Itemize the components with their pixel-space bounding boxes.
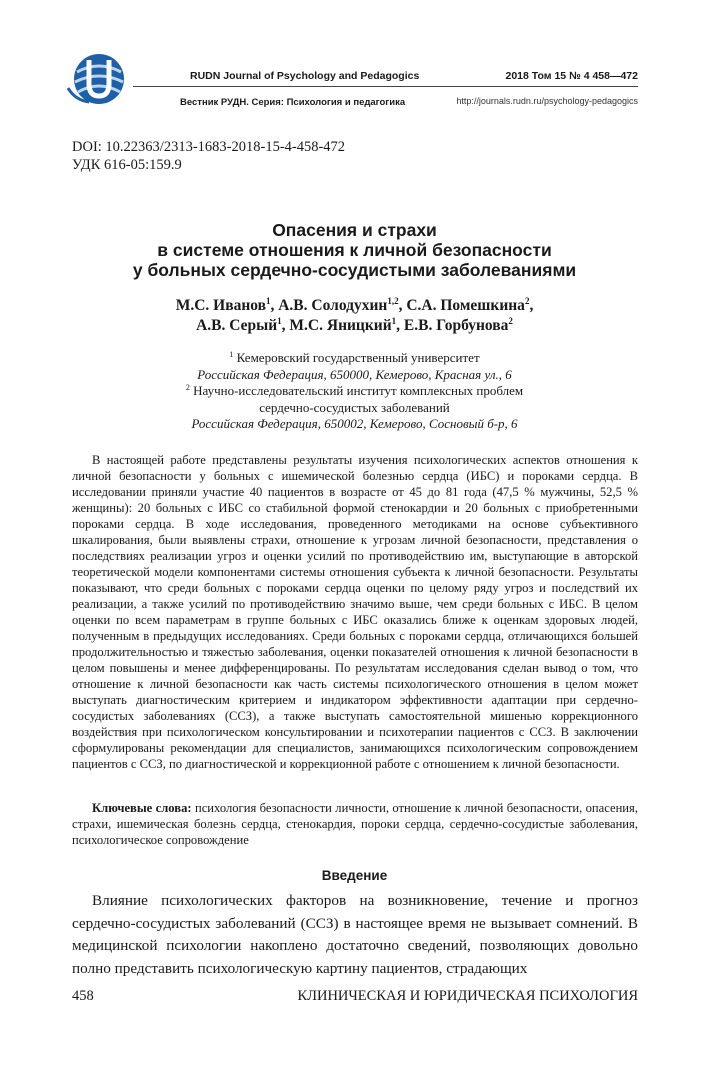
author-affiliation-mark: 2 <box>524 296 530 306</box>
journal-url-link[interactable]: http://journals.rudn.ru/psychology-pedagogics <box>456 96 638 106</box>
author-affiliation-mark: 1 <box>391 316 397 326</box>
author-list <box>0 296 709 336</box>
author-affiliation-mark: 1 <box>265 296 271 306</box>
abstract: В настоящей работе представлены результаты изучения психологических аспектов отношения к личной безопасности у больных с ишемической болезнью сердца (ИБС) и пороками сердца. В исследовании приняли участие 40 пациентов в возрасте от 45 до 81 года (47,5 % мужчины, 52,5 % женщины): 20 больных с ИБС со стабильной формой стенокардии и 20 больных с приобретенными пороками сердца. В ходе исследования, проведенного методиками на основе субъективного шкалирования, были выявлены страхи, отношение к угрозам личной безопасности, представления о последствиях реализации угроз и оценки усилий по противодействию им, выступающие в авторской теоретической модели компонентами системы отношения субъекта к личной безопасности. Результаты показывают, что среди больных с пороками сердца оценки по целому ряду угроз и последствий их реализации, а также усилий по противодействию значимо выше, чем среди больных с ИБС. В целом оценки по всем параметрам в группе больных с ИБС оказались ближе к оценкам здоровых людей, полученным в предыдущих исследованиях. Среди больных с пороками сердца, отличающихся большей продолжительностью и тяжестью заболевания, оценки показателей отношения к личной безопасности в целом повышены и менее дифференцированы. По результатам исследования сделан вывод о том, что отношение к личной безопасности как часть системы психологического отношения в целом может выступать диагностическим критерием и индикатором эффективности адаптации при сердечно-сосудистых заболеваниях (ССЗ), а также выступать самостоятельной мишенью коррекционного воздействия при психологическом консультировании и психотерапии пациентов с ССЗ. В заключении сформулированы рекомендации для специалистов, занимающихся психологическим сопровождением пациентов с ССЗ, по диагностической и коррекционной работе с отношением к личной безопасности. <box>72 453 638 771</box>
journal-title-en: RUDN Journal of Psychology and Pedagogics <box>190 70 420 82</box>
author-name: М.С. Яницкий <box>289 317 392 334</box>
affiliation-2-continued: сердечно-сосудистых заболеваний <box>259 399 450 415</box>
author-affiliation-mark: 2 <box>508 316 513 326</box>
affiliation-2: $^2$ Научно-исследовательский институт комплексных проблем <box>185 383 524 398</box>
keywords-text: психология безопасности личности, отношение к личной безопасности, опасения, страхи, ишемическая болезнь сердца, стенокардия, пороки сердца, сердечно-сосудистые заболевания, психологическое сопровождение <box>72 801 638 847</box>
title-line-2: в системе отношения к личной безопасности <box>157 240 552 260</box>
author-name: Е.В. Горбунова <box>403 317 509 334</box>
udk-code: УДК 616-05:159.9 <box>72 157 182 173</box>
doi-link[interactable]: DOI: 10.22363/2313-1683-2018-15-4-458-472 <box>72 139 346 155</box>
section-heading-introduction: Введение <box>321 868 388 883</box>
affiliation-1: $^1$ Кемеровский государственный университет <box>229 350 480 365</box>
author-name: М.С. Иванов <box>175 297 266 314</box>
introduction-paragraph: Влияние психологических факторов на возникновение, течение и прогноз сердечно-сосудистых заболеваний (ССЗ) в настоящее время не вызывает сомнений. В медицинской психологии накоплено достаточно сведений, позволяющих довольно полно представить психологическую картину пациентов, страдающих <box>72 892 638 977</box>
title-line-1: Опасения и страхи <box>272 220 437 240</box>
keywords-label: Ключевые слова: <box>92 801 192 815</box>
page-number: 458 <box>72 988 94 1004</box>
header-divider <box>133 86 638 87</box>
article-identifiers <box>72 138 345 174</box>
rudn-globe-logo-icon <box>67 50 129 108</box>
author-name: А.В. Солодухин <box>278 297 388 314</box>
affiliation-1-address: Российская Федерация, 650000, Кемерово, Красная ул., 6 <box>197 366 512 382</box>
running-section-title: КЛИНИЧЕСКАЯ И ЮРИДИЧЕСКАЯ ПСИХОЛОГИЯ <box>297 988 638 1004</box>
affiliations <box>0 350 709 433</box>
affiliation-2-address: Российская Федерация, 650002, Кемерово, Сосновый б-р, 6 <box>191 416 518 431</box>
title-line-3: у больных сердечно-сосудистыми заболеваниями <box>132 260 577 280</box>
keywords <box>72 800 638 848</box>
author-line-2: А.В. Серый$^1$, М.С. Яницкий$^1$, Е.В. Горбунова$^2$ <box>196 316 513 334</box>
author-name: А.В. Серый <box>196 317 278 334</box>
author-affiliation-mark: 1,2 <box>387 296 399 306</box>
article-title <box>0 220 709 280</box>
author-line-1: М.С. Иванов$^1$, А.В. Солодухин$^{1,2}$, С.А. Помешкина$^2$, <box>175 296 534 314</box>
journal-title-ru: Вестник РУДН. Серия: Психология и педагогика <box>180 97 406 108</box>
author-affiliation-mark: 1 <box>277 316 282 326</box>
author-name: С.А. Помешкина <box>406 297 525 314</box>
issue-info: 2018 Том 15 № 4 458—472 <box>505 70 638 82</box>
